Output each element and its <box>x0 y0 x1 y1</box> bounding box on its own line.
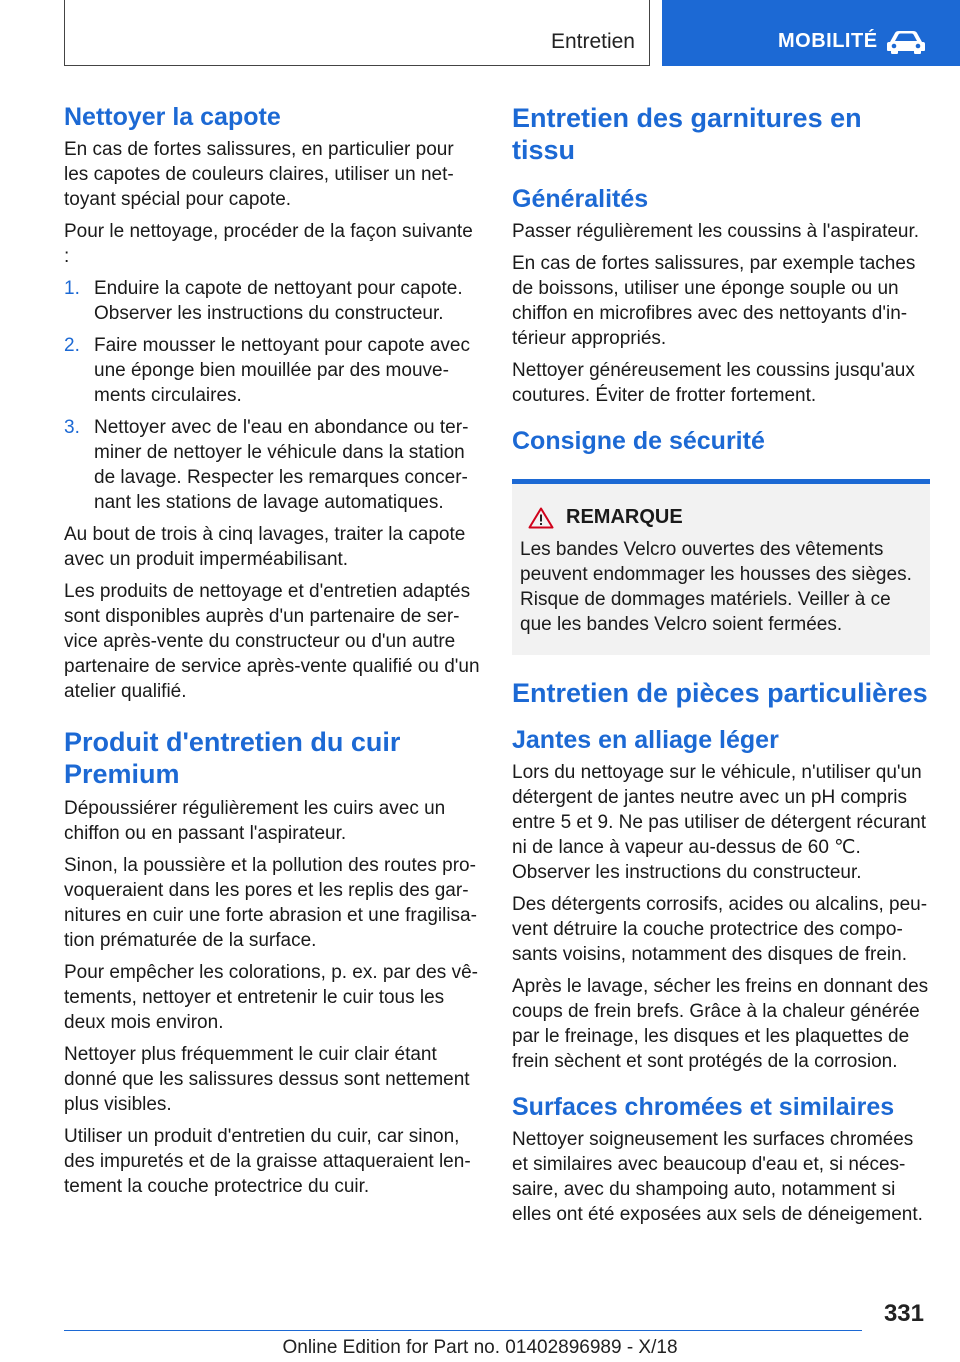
step-number: 1. <box>64 278 80 299</box>
paragraph: Nettoyer généreusement les coussins jusqu'aux coutures. Éviter de frotter fortement. <box>512 360 915 406</box>
warning-text: Les bandes Velcro ouvertes des vêtements peuvent endommager les housses des sièges. Risque de dommages matériels. Veiller à ce que les bandes Velcro soient fermées. <box>520 539 912 635</box>
heading-garnitures-tissu: Entretien des garnitures en tissu <box>512 103 862 165</box>
page-number: 331 <box>883 1300 924 1327</box>
paragraph: En cas de fortes salissures, en particulier pour les capotes de couleurs claires, utiliser un nettoyant spécial pour capote. <box>64 139 454 210</box>
paragraph: Au bout de trois à cinq lavages, traiter la capote avec un produit imperméabilisant. <box>64 524 466 570</box>
header-section-title: Entretien <box>550 30 635 53</box>
paragraph: Les produits de nettoyage et d'entretien adaptés sont disponibles auprès d'un partenaire de service après-vente du constructeur ou d'un autre partenaire de service après-vente qualifié ou d'un atelier qualifié. <box>64 581 480 702</box>
list-item <box>64 333 482 408</box>
list-item <box>64 276 482 326</box>
heading-pieces-particulieres: Entretien de pièces particulières <box>512 678 928 708</box>
right-column <box>512 102 930 1234</box>
warning-triangle-icon <box>528 507 554 529</box>
paragraph: Nettoyer soigneusement les surfaces chromées et similaires avec beaucoup d'eau et, si nécessaire, avec du shampoing auto, notamment si elles ont été exposées aux sels de déneigement. <box>512 1129 923 1225</box>
step-text: Nettoyer avec de l'eau en abondance ou terminer de nettoyer le véhicule dans la station de lavage. Respecter les remarques concernant les stations de lavage automatiques. <box>94 417 469 513</box>
header-chapter-title: MOBILITÉ <box>778 30 878 52</box>
steps-list <box>64 276 482 515</box>
paragraph: Lors du nettoyage sur le véhicule, n'utiliser qu'un détergent de jantes neutre avec un pH compris entre 5 et 9. Ne pas utiliser de détergent récurant ni de lance à vapeur au-dessus de 60 ℃. Observer les instructions du constructeur. <box>512 762 927 883</box>
footer-divider <box>64 1330 862 1331</box>
step-text: Enduire la capote de nettoyant pour capote. Observer les instructions du constructeur. <box>94 278 463 324</box>
paragraph: Sinon, la poussière et la pollution des routes provoqueraient dans les pores et les replis des garnitures en cuir une forte abrasion et une fragilisation prématurée de la surface. <box>64 855 477 951</box>
list-item <box>64 415 482 515</box>
car-icon <box>886 28 926 54</box>
paragraph: Nettoyer plus fréquemment le cuir clair étant donné que les salissures dessus sont nettement plus visibles. <box>64 1044 470 1115</box>
paragraph: Dépoussiérer régulièrement les cuirs avec un chiffon ou en passant l'aspirateur. <box>64 798 446 844</box>
heading-generalites: Généralités <box>512 185 649 213</box>
heading-surfaces-chromees: Surfaces chromées et similaires <box>512 1093 895 1121</box>
paragraph: Passer régulièrement les coussins à l'aspirateur. <box>512 221 920 242</box>
heading-consigne-securite: Consigne de sécurité <box>512 427 765 455</box>
heading-jantes-alliage: Jantes en alliage léger <box>512 726 779 754</box>
footer-edition: Online Edition for Part no. 01402896989 - X/18 <box>282 1337 678 1358</box>
warning-box <box>512 479 930 655</box>
step-text: Faire mousser le nettoyant pour capote avec une éponge bien mouillée par des mouvements circulaires. <box>94 335 470 406</box>
paragraph: Utiliser un produit d'entretien du cuir, car sinon, des impuretés et de la graisse attaqueraient lentement la couche protectrice du cuir. <box>64 1126 471 1197</box>
paragraph: Pour le nettoyage, procéder de la façon suivante : <box>64 221 473 267</box>
paragraph: En cas de fortes salissures, par exemple taches de boissons, utiliser une éponge souple ou un chiffon en microfibres avec des nettoyants d'intérieur appropriés. <box>512 253 916 349</box>
left-column <box>64 102 482 1206</box>
header-chapter-tab <box>662 0 960 66</box>
paragraph: Après le lavage, sécher les freins en donnant des coups de frein brefs. Grâce à la chaleur générée par le freinage, les disques et les plaquettes de frein sèchent et sont protégés de la corrosion. <box>512 976 929 1072</box>
step-number: 2. <box>64 335 80 356</box>
header-section-box <box>64 0 650 66</box>
paragraph: Des détergents corrosifs, acides ou alcalins, peuvent détruire la couche protectrice des composants voisins, notamment des disques de frein. <box>512 894 928 965</box>
warning-header <box>520 506 922 529</box>
heading-nettoyer-capote: Nettoyer la capote <box>64 103 281 131</box>
paragraph: Pour empêcher les colorations, p. ex. par des vêtements, nettoyer et entretenir le cuir tous les deux mois environ. <box>64 962 478 1033</box>
warning-title: REMARQUE <box>566 506 683 528</box>
heading-cuir-premium: Produit d'entretien du cuir Premium <box>64 727 401 789</box>
step-number: 3. <box>64 417 80 438</box>
